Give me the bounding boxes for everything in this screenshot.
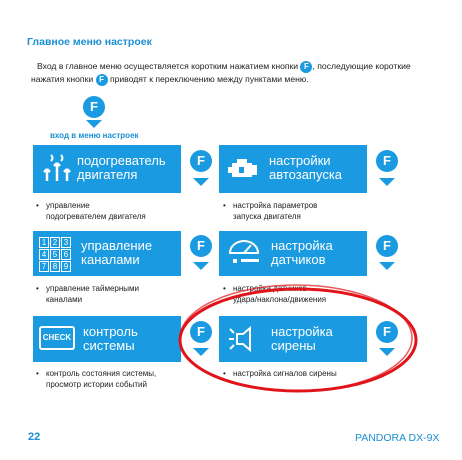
desc-line2: удара/наклона/движения — [233, 295, 327, 304]
tile-description: • настройка сигналов сирены — [223, 369, 337, 378]
tile-label-line1: настройка — [271, 324, 333, 339]
tile-label-line1: подогреватель — [77, 153, 166, 168]
tile-label-line1: настройка — [271, 238, 333, 253]
menu-tile-engine-heater — [33, 145, 181, 193]
intro-text-3: нажатия кнопки — [31, 74, 94, 84]
menu-tile-siren — [219, 316, 367, 362]
desc-line1: настройка параметров — [233, 201, 318, 210]
arrow-down-icon — [379, 262, 395, 270]
keypad-icon — [39, 237, 73, 272]
f-button-icon: F — [300, 61, 312, 73]
f-button-icon: F — [190, 235, 212, 257]
tile-description: • управление подогревателем двигателя — [36, 201, 146, 221]
f-button-icon: F — [96, 74, 108, 86]
keypad-key: 5 — [50, 249, 60, 260]
menu-tile-sensors — [219, 231, 367, 276]
desc-line1: управление — [46, 201, 90, 210]
keypad-key: 8 — [50, 261, 60, 272]
tile-description: • настройка параметров запуска двигателя — [223, 201, 318, 221]
keypad-key: 3 — [61, 237, 71, 248]
f-button-icon: F — [376, 321, 398, 343]
f-button-icon: F — [376, 150, 398, 172]
model-name: PANDORA DX-9X — [355, 432, 440, 444]
tile-label-line2: каналами — [81, 252, 140, 267]
f-button-icon: F — [190, 321, 212, 343]
intro-text-4: приводят к переключению между пунктами меню. — [109, 74, 309, 84]
desc-line2: просмотр истории событий — [46, 380, 147, 389]
intro-text-1: Вход в главное меню осуществляется коротким нажатием кнопки — [37, 61, 299, 71]
tile-label-line1: управление — [81, 238, 153, 253]
menu-tile-channels — [33, 231, 181, 276]
siren-icon — [227, 323, 259, 355]
tile-label-line2: двигателя — [77, 167, 138, 182]
desc-line2: подогревателем двигателя — [46, 212, 146, 221]
tile-label-line1: настройки — [269, 153, 331, 168]
tile-description: • контроль состояния системы, просмотр истории событий — [36, 369, 157, 389]
entry-label: вход в меню настроек — [50, 131, 139, 140]
f-button-icon: F — [376, 235, 398, 257]
desc-line1: настройка датчиков — [233, 284, 307, 293]
intro-paragraph — [31, 60, 441, 86]
tile-description: • управление таймерными каналами — [36, 284, 139, 304]
arrow-down-icon — [193, 178, 209, 186]
keypad-key: 1 — [39, 237, 49, 248]
desc-line2: запуска двигателя — [233, 212, 301, 221]
tile-description: • настройка датчиков удара/наклона/движения — [223, 284, 327, 304]
f-button-icon: F — [190, 150, 212, 172]
f-button-icon: F — [83, 96, 105, 118]
desc-line1: контроль состояния системы, — [46, 369, 157, 378]
intro-text-2: , последующие короткие — [312, 61, 411, 71]
engine-heater-icon — [41, 153, 73, 185]
keypad-key: 4 — [39, 249, 49, 260]
keypad-key: 6 — [61, 249, 71, 260]
desc-line1: настройка сигналов сирены — [233, 369, 337, 378]
menu-tile-system-control — [33, 316, 181, 362]
keypad-key: 7 — [39, 261, 49, 272]
tile-label-line2: автозапуска — [269, 167, 343, 182]
arrow-down-icon — [193, 262, 209, 270]
desc-line1: управление таймерными — [46, 284, 139, 293]
keypad-key: 9 — [61, 261, 71, 272]
tile-label-line1: контроль — [83, 324, 138, 339]
arrow-down-icon — [193, 348, 209, 356]
tile-label-line2: датчиков — [271, 252, 326, 267]
engine-icon — [227, 153, 259, 185]
arrow-down-icon — [379, 348, 395, 356]
tile-label-line2: системы — [83, 338, 135, 353]
tile-label-line2: сирены — [271, 338, 316, 353]
check-engine-icon: CHECK — [39, 326, 75, 350]
arrow-down-icon — [86, 120, 102, 128]
keypad-key: 2 — [50, 237, 60, 248]
arrow-down-icon — [379, 178, 395, 186]
menu-tile-autostart — [219, 145, 367, 193]
page-number: 22 — [28, 431, 41, 443]
page-title: Главное меню настроек — [27, 36, 152, 48]
desc-line2: каналами — [46, 295, 83, 304]
sensor-icon — [227, 237, 261, 269]
